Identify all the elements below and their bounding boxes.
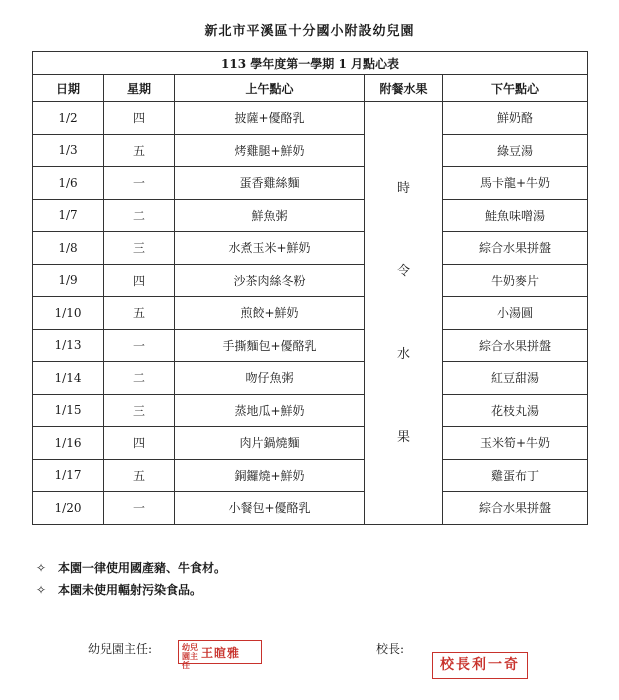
header-date: 日期 bbox=[33, 75, 104, 102]
cell-afternoon-snack: 綜合水果拼盤 bbox=[443, 492, 588, 525]
header-morning-snack: 上午點心 bbox=[175, 75, 365, 102]
principal-label: 校長: bbox=[376, 642, 405, 656]
table-row bbox=[33, 167, 588, 200]
table-row bbox=[33, 297, 588, 330]
cell-weekday: 五 bbox=[104, 459, 175, 492]
cell-weekday: 四 bbox=[104, 264, 175, 297]
menu-body bbox=[33, 102, 588, 525]
cell-weekday: 二 bbox=[104, 199, 175, 232]
note-text: 本園一律使用國產豬、牛食材。 bbox=[58, 561, 227, 575]
note-item bbox=[36, 579, 226, 601]
cell-weekday: 一 bbox=[104, 329, 175, 362]
cell-afternoon-snack: 牛奶麥片 bbox=[443, 264, 588, 297]
cell-date: 1/16 bbox=[33, 427, 104, 460]
cell-weekday: 三 bbox=[104, 394, 175, 427]
table-row bbox=[33, 362, 588, 395]
cell-morning-snack: 小餐包+優酪乳 bbox=[175, 492, 365, 525]
fruit-char: 令 bbox=[396, 263, 410, 279]
header-fruit: 附餐水果 bbox=[365, 75, 443, 102]
cell-weekday: 一 bbox=[104, 492, 175, 525]
cell-afternoon-snack: 鮭魚味噌湯 bbox=[443, 199, 588, 232]
diamond-star-icon: ✧ bbox=[36, 561, 47, 575]
cell-date: 1/8 bbox=[33, 232, 104, 265]
snack-menu-table bbox=[32, 51, 588, 525]
table-row bbox=[33, 329, 588, 362]
cell-weekday: 四 bbox=[104, 427, 175, 460]
table-subtitle: 113 學年度第一學期 1 月點心表 bbox=[33, 52, 588, 75]
document-title: 新北市平溪區十分國小附設幼兒園 bbox=[204, 24, 415, 39]
table-row bbox=[33, 427, 588, 460]
cell-afternoon-snack: 小湯圓 bbox=[443, 297, 588, 330]
table-row bbox=[33, 492, 588, 525]
director-seal-title: 幼兒園主任 bbox=[182, 642, 198, 670]
cell-weekday: 五 bbox=[104, 134, 175, 167]
header-afternoon-snack: 下午點心 bbox=[443, 75, 588, 102]
cell-morning-snack: 吻仔魚粥 bbox=[175, 362, 365, 395]
cell-date: 1/6 bbox=[33, 167, 104, 200]
table-row bbox=[33, 102, 588, 135]
cell-afternoon-snack: 綜合水果拼盤 bbox=[443, 329, 588, 362]
notes bbox=[36, 557, 226, 601]
cell-date: 1/9 bbox=[33, 264, 104, 297]
cell-weekday: 三 bbox=[104, 232, 175, 265]
table-row bbox=[33, 459, 588, 492]
cell-date: 1/7 bbox=[33, 199, 104, 232]
cell-afternoon-snack: 花枝丸湯 bbox=[443, 394, 588, 427]
cell-date: 1/17 bbox=[33, 459, 104, 492]
cell-morning-snack: 烤雞腿+鮮奶 bbox=[175, 134, 365, 167]
cell-morning-snack: 沙茶肉絲冬粉 bbox=[175, 264, 365, 297]
cell-afternoon-snack: 紅豆甜湯 bbox=[443, 362, 588, 395]
table-row bbox=[33, 394, 588, 427]
cell-morning-snack: 水煮玉米+鮮奶 bbox=[175, 232, 365, 265]
cell-weekday: 五 bbox=[104, 297, 175, 330]
director-seal-name: 王暄雅 bbox=[201, 646, 241, 660]
director-label: 幼兒園主任: bbox=[88, 642, 153, 656]
cell-weekday: 一 bbox=[104, 167, 175, 200]
cell-date: 1/10 bbox=[33, 297, 104, 330]
cell-date: 1/3 bbox=[33, 134, 104, 167]
diamond-star-icon: ✧ bbox=[36, 583, 47, 597]
cell-date: 1/20 bbox=[33, 492, 104, 525]
header-weekday: 星期 bbox=[104, 75, 175, 102]
cell-afternoon-snack: 雞蛋布丁 bbox=[443, 459, 588, 492]
cell-afternoon-snack: 綠豆湯 bbox=[443, 134, 588, 167]
table-row bbox=[33, 199, 588, 232]
cell-afternoon-snack: 綜合水果拼盤 bbox=[443, 232, 588, 265]
cell-morning-snack: 鮮魚粥 bbox=[175, 199, 365, 232]
cell-weekday: 四 bbox=[104, 102, 175, 135]
cell-date: 1/2 bbox=[33, 102, 104, 135]
cell-afternoon-snack: 玉米筍+牛奶 bbox=[443, 427, 588, 460]
cell-date: 1/13 bbox=[33, 329, 104, 362]
cell-afternoon-snack: 馬卡龍+牛奶 bbox=[443, 167, 588, 200]
principal-seal: 校長利一奇 bbox=[432, 652, 528, 679]
fruit-char: 水 bbox=[396, 346, 410, 362]
fruit-char: 果 bbox=[396, 429, 410, 445]
note-item bbox=[36, 557, 226, 579]
table-row bbox=[33, 264, 588, 297]
cell-morning-snack: 蛋香雞絲麵 bbox=[175, 167, 365, 200]
note-text: 本園未使用輻射污染食品。 bbox=[58, 583, 203, 597]
cell-morning-snack: 煎餃+鮮奶 bbox=[175, 297, 365, 330]
cell-morning-snack: 蒸地瓜+鮮奶 bbox=[175, 394, 365, 427]
cell-morning-snack: 銅鑼燒+鮮奶 bbox=[175, 459, 365, 492]
cell-afternoon-snack: 鮮奶酪 bbox=[443, 102, 588, 135]
table-row bbox=[33, 134, 588, 167]
table-row bbox=[33, 232, 588, 265]
director-seal bbox=[178, 640, 262, 670]
fruit-char: 時 bbox=[396, 180, 410, 196]
cell-morning-snack: 披薩+優酪乳 bbox=[175, 102, 365, 135]
cell-fruit bbox=[365, 102, 443, 525]
cell-date: 1/14 bbox=[33, 362, 104, 395]
cell-morning-snack: 手撕麵包+優酪乳 bbox=[175, 329, 365, 362]
cell-weekday: 二 bbox=[104, 362, 175, 395]
cell-morning-snack: 肉片鍋燒麵 bbox=[175, 427, 365, 460]
cell-date: 1/15 bbox=[33, 394, 104, 427]
